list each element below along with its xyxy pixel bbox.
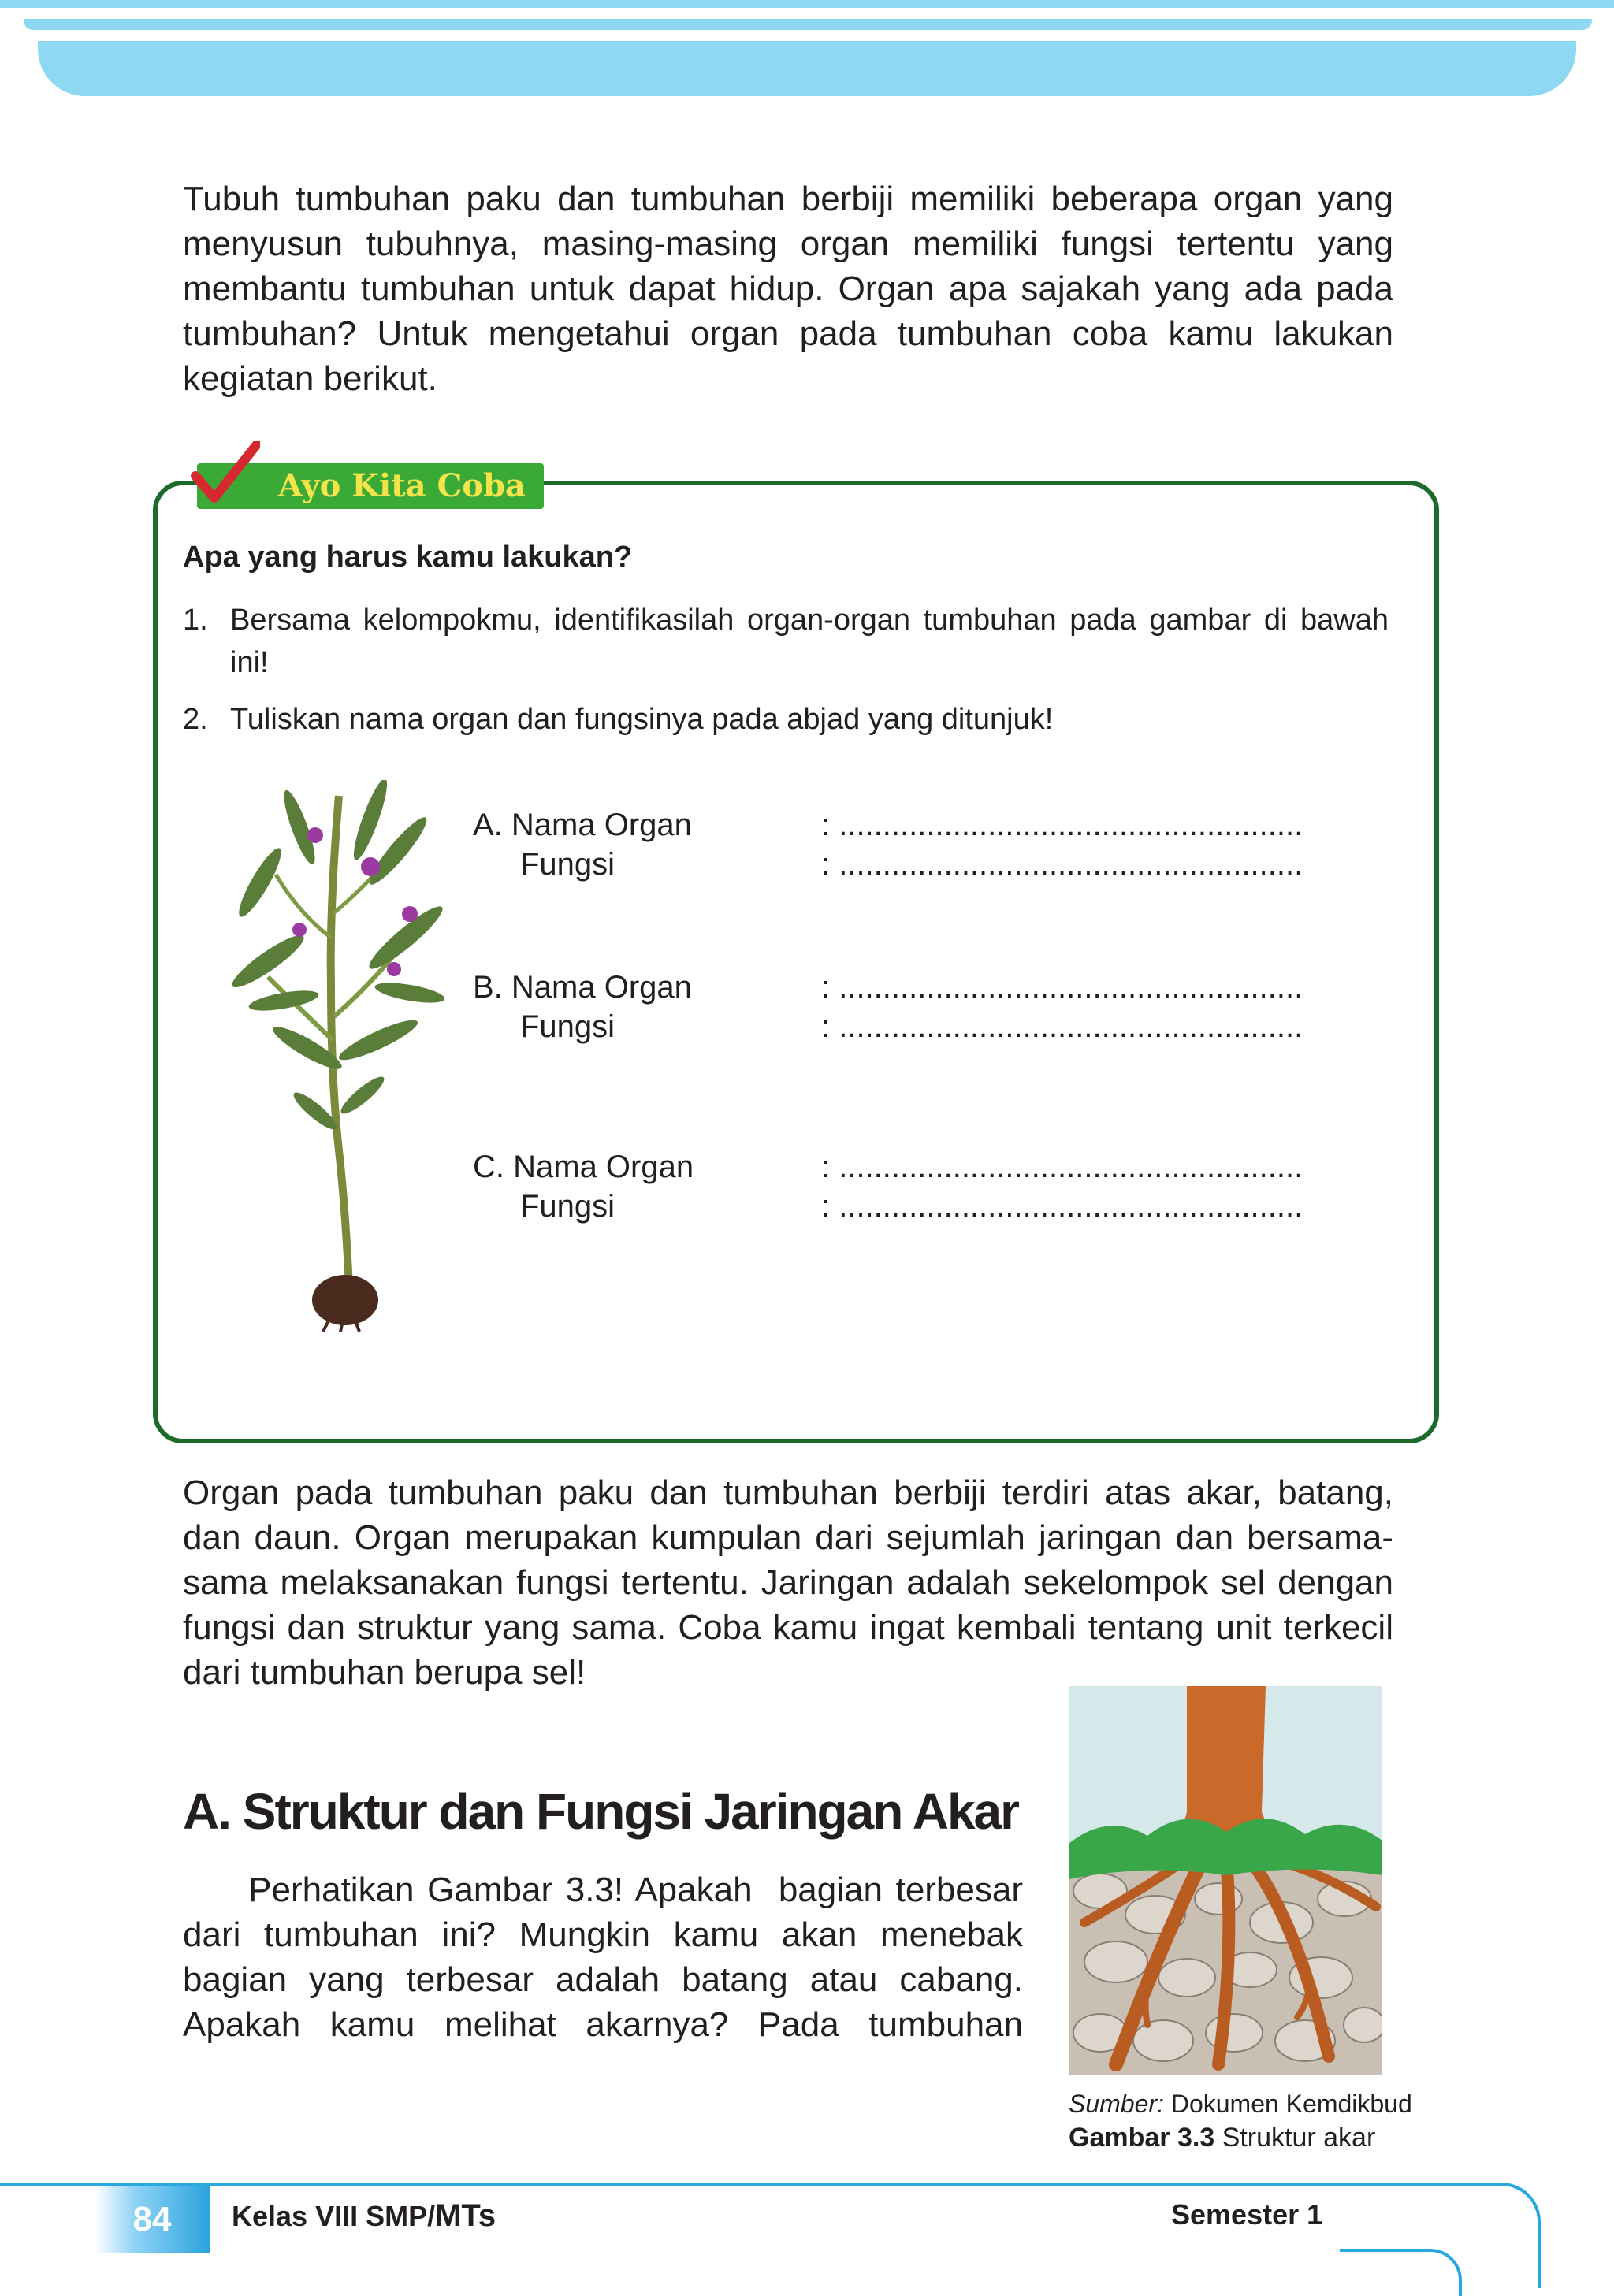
organ-func-label: Fungsi [520,847,615,882]
intro-paragraph [183,176,1393,401]
organ-name-label: A. Nama Organ [473,808,692,842]
organ-row-a [473,805,1340,892]
intro-line: membantu tumbuhan untuk dapat hidup. Organ apa sajakah yang ada pada [183,269,1393,308]
top-band-2 [24,19,1592,30]
top-band-3 [38,41,1576,96]
body-line: dari tumbuhan berupa sel! [183,1653,586,1692]
organ-func-blank[interactable]: : ..................................................... [821,1009,1303,1044]
footer-class-mts: MTs [435,2198,496,2233]
organ-func-label: Fungsi [520,1009,615,1044]
intro-line: tumbuhan? Untuk mengetahui organ pada tumbuhan coba kamu lakukan [183,314,1393,353]
footer-class-text: Kelas VIII SMP/ [232,2200,436,2232]
intro-line: menyusun tubuhnya, masing-masing organ memiliki fungsi tertentu yang [183,225,1393,263]
figure-source-label: Sumber: [1069,2090,1164,2118]
organ-row-c [473,1147,1340,1234]
top-band-1 [0,0,1614,8]
organ-name-blank[interactable]: : ..................................................... [821,970,1303,1005]
body-line: fungsi dan struktur yang sama. Coba kamu ingat kembali tentang unit terkecil [183,1608,1393,1647]
figure-source [1069,2090,1412,2119]
step-text: Tuliskan nama organ dan fungsinya pada abjad yang ditunjuk! [230,703,1054,736]
body-paragraph [183,1470,1393,1695]
intro-line: Tubuh tumbuhan paku dan tumbuhan berbiji memiliki beberapa organ yang [183,180,1393,218]
step-number: 2. [183,703,208,736]
page-number: 84 [132,2200,172,2238]
organ-name-label: B. Nama Organ [473,970,692,1005]
activity-steps [183,599,1389,755]
activity-badge-label: Ayo Kita Coba [278,467,526,504]
root-structure-image [1069,1686,1382,2075]
section-line: bagian yang terbesar adalah batang atau cabang. [183,1960,1023,1999]
figure-caption-label: Gambar 3.3 [1069,2123,1215,2153]
organ-name-blank[interactable]: : ..................................................... [821,1150,1303,1184]
figure-source-text: Dokumen Kemdikbud [1163,2090,1412,2118]
body-line: dan daun. Organ merupakan kumpulan dari sejumlah jaringan dan bersama- [183,1518,1393,1557]
step-item [183,599,1389,684]
organ-func-blank[interactable]: : ..................................................... [821,847,1303,882]
organ-row-b [473,968,1340,1054]
intro-line: kegiatan berikut. [183,359,437,398]
section-line: Perhatikan Gambar 3.3! Apakah bagian terbesar [183,1871,1023,1909]
organ-func-blank[interactable]: : ..................................................... [821,1189,1303,1224]
plant-image [213,780,473,1332]
figure-caption-text: Struktur akar [1214,2123,1376,2153]
section-line: Apakah kamu melihat akarnya? Pada tumbuhan [183,2005,1023,2044]
body-line: Organ pada tumbuhan paku dan tumbuhan berbiji terdiri atas akar, batang, [183,1473,1393,1512]
organ-func-label: Fungsi [520,1189,615,1224]
step-item [183,698,1389,741]
organ-name-blank[interactable]: : ..................................................... [821,808,1303,842]
footer-semester: Semester 1 [1171,2198,1323,2231]
section-paragraph [183,1867,1023,2047]
section-line: dari tumbuhan ini? Mungkin kamu akan menebak [183,1915,1023,1954]
section-heading: A. Struktur dan Fungsi Jaringan Akar [183,1783,1019,1840]
figure-caption [1069,2123,1375,2153]
footer-frame-inner [1340,2249,1462,2296]
body-line: sama melaksanakan fungsi tertentu. Jaringan adalah sekelompok sel dengan [183,1563,1393,1602]
organ-name-label: C. Nama Organ [473,1150,694,1184]
checkmark-icon [191,441,260,504]
step-number: 1. [183,604,208,637]
step-text: Bersama kelompokmu, identifikasilah organ-organ tumbuhan pada gambar di bawah ini! [230,604,1389,679]
footer-class [232,2198,496,2234]
activity-question: Apa yang harus kamu lakukan? [183,541,633,574]
